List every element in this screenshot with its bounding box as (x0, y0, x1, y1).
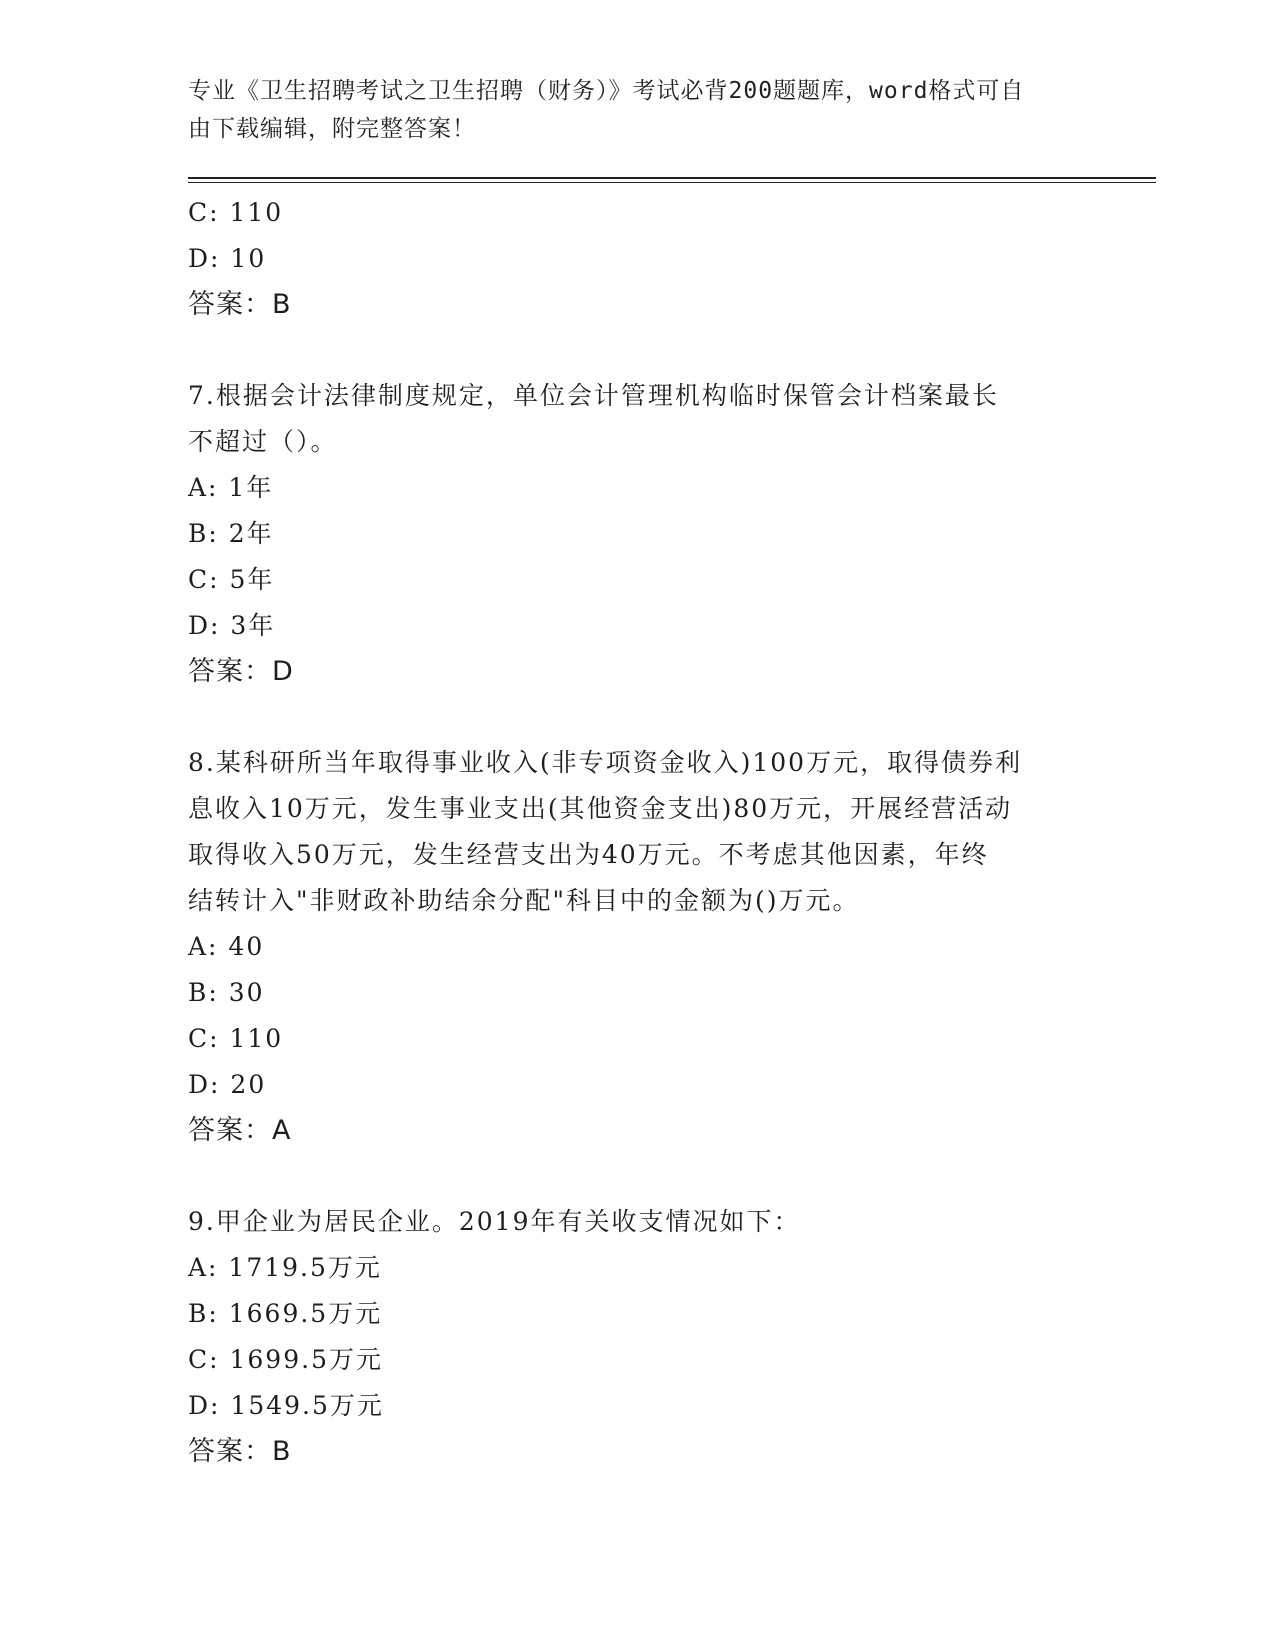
header-line-1: 专业《卫生招聘考试之卫生招聘（财务）》考试必背200题题库，word格式可自 (188, 78, 1025, 104)
option-c: C: 1699.5万元 (188, 1345, 383, 1374)
question-text-line: 取得收入50万元，发生经营支出为40万元。不考虑其他因素，年终 (188, 840, 989, 869)
document-header (188, 72, 1068, 148)
question-block-8 (188, 740, 1088, 1154)
spacer (188, 328, 1088, 373)
option-a: A: 40 (188, 932, 265, 961)
option-b: B: 1669.5万元 (188, 1299, 383, 1328)
header-divider-thick (188, 177, 1156, 179)
option-d: D: 10 (188, 244, 267, 273)
option-d: D: 1549.5万元 (188, 1391, 384, 1420)
option-a: A: 1年 (188, 473, 274, 502)
option-c: C: 5年 (188, 565, 275, 594)
question-text-line: 息收入10万元，发生事业支出(其他资金支出)80万元，开展经营活动 (188, 794, 1013, 823)
answer-line: 答案：B (188, 289, 292, 320)
option-d: D: 3年 (188, 611, 276, 640)
answer-line: 答案：B (188, 1436, 292, 1467)
option-c: C: 110 (188, 1024, 284, 1053)
question-text-line: 8.某科研所当年取得事业收入(非专项资金收入)100万元，取得债券利 (188, 748, 1023, 777)
answer-line: 答案：D (188, 656, 294, 687)
question-text-line: 不超过（）。 (188, 427, 338, 456)
spacer (188, 1154, 1088, 1199)
option-c: C: 110 (188, 198, 284, 227)
header-divider-thin (188, 182, 1156, 183)
header-line-2: 由下载编辑，附完整答案！ (188, 116, 476, 142)
spacer (188, 695, 1088, 740)
answer-line: 答案：A (188, 1115, 292, 1146)
option-d: D: 20 (188, 1070, 267, 1099)
question-block-6 (188, 190, 1088, 328)
question-text-line: 9.甲企业为居民企业。2019年有关收支情况如下： (188, 1207, 801, 1236)
question-list (188, 190, 1088, 1475)
option-b: B: 2年 (188, 519, 274, 548)
question-block-9 (188, 1199, 1088, 1475)
option-a: A: 1719.5万元 (188, 1253, 382, 1282)
question-text-line: 7.根据会计法律制度规定，单位会计管理机构临时保管会计档案最长 (188, 381, 999, 410)
question-block-7 (188, 373, 1088, 695)
option-b: B: 30 (188, 978, 265, 1007)
question-text-line: 结转计入"非财政补助结余分配"科目中的金额为()万元。 (188, 886, 860, 915)
